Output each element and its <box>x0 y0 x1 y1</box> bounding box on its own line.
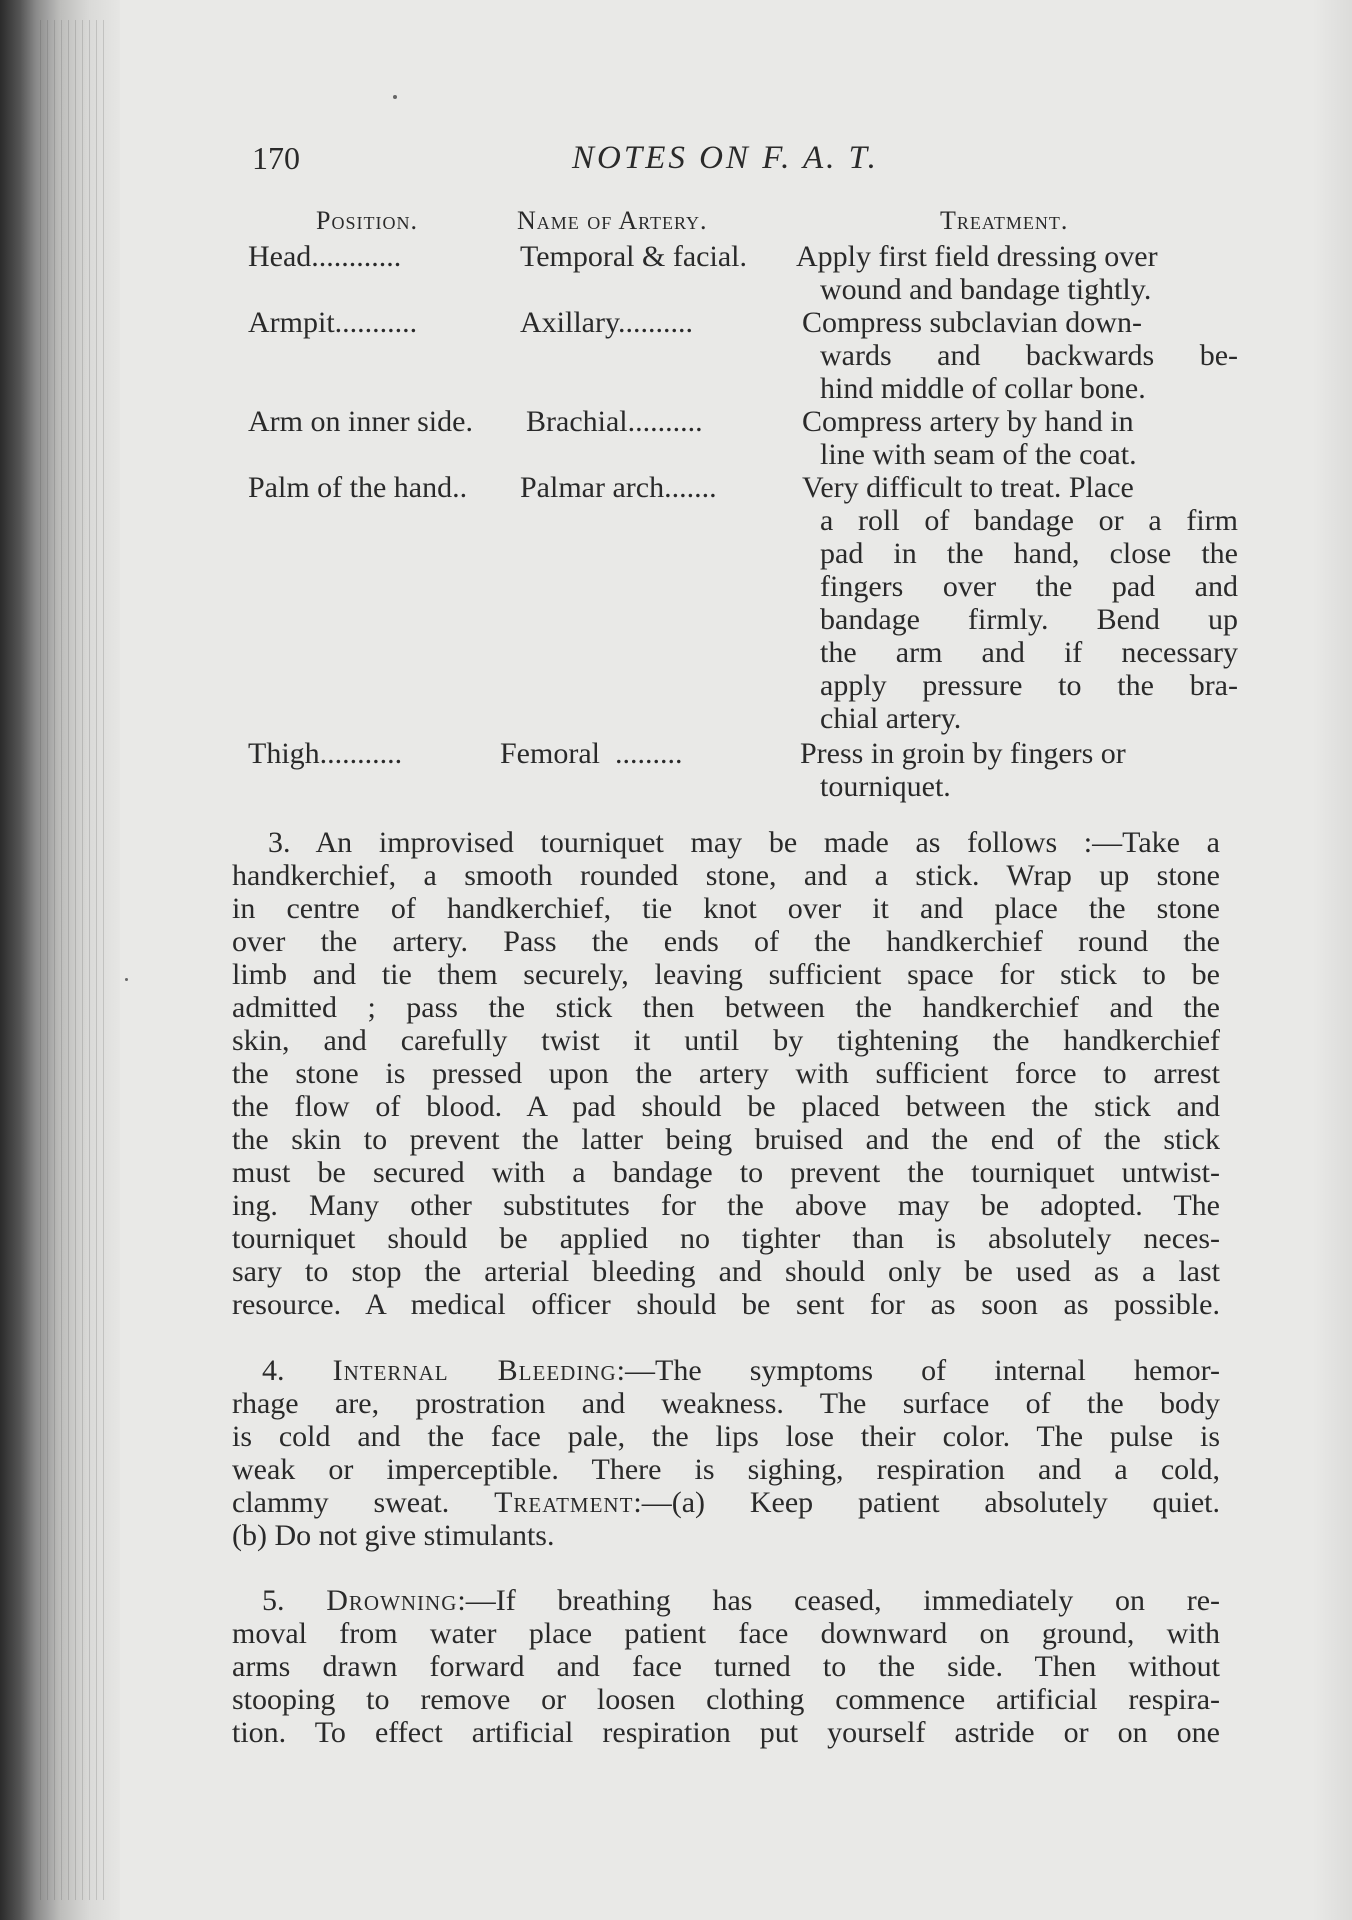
artery-cell: Brachial.......... <box>526 405 703 438</box>
treatment-continuation <box>820 339 1238 405</box>
position-cell: Arm on inner side. <box>248 405 473 438</box>
position-cell: Palm of the hand.. <box>248 471 468 504</box>
treatment-cell: Very difficult to treat. Place <box>802 471 1134 504</box>
paragraph-line: the stone is pressed upon the artery with sufficient force to arrest <box>232 1057 1220 1090</box>
paragraph-line <box>232 1486 1220 1519</box>
treatment-line: wards and backwards be- <box>820 339 1238 372</box>
paragraph-text: :—If breathing has ceased, immediately on re- <box>457 1584 1221 1617</box>
paragraph-internal-bleeding <box>232 1354 1220 1552</box>
treatment-line: pad in the hand, close the <box>820 537 1238 570</box>
paragraph-text: :—The symptoms of internal hemor- <box>616 1354 1220 1387</box>
paragraph-line <box>232 1584 1220 1617</box>
treatment-line: line with seam of the coat. <box>820 438 1137 471</box>
paragraph-line: arms drawn forward and face turned to the side. Then without <box>232 1650 1220 1683</box>
paragraph-line: stooping to remove or loosen clothing commence artificial respira- <box>232 1683 1220 1716</box>
paragraph-line: (b) Do not give stimulants. <box>232 1519 555 1552</box>
artery-cell: Axillary.......... <box>520 306 694 339</box>
treatment-line: bandage firmly. Bend up <box>820 603 1238 636</box>
treatment-line: apply pressure to the bra- <box>820 669 1238 702</box>
paragraph-line: admitted ; pass the stick then between the handkerchief and the <box>232 991 1220 1024</box>
artery-cell: Palmar arch....... <box>520 471 717 504</box>
paragraph-number: 5. <box>262 1584 285 1617</box>
paragraph-tourniquet <box>232 826 1220 1321</box>
treatment-line: the arm and if necessary <box>820 636 1238 669</box>
treatment-line: chial artery. <box>820 702 962 735</box>
paragraph-line: moval from water place patient face downward on ground, with <box>232 1617 1220 1650</box>
treatment-continuation <box>820 438 1238 471</box>
artery-cell: Temporal & facial. <box>520 240 747 273</box>
treatment-continuation <box>820 273 1238 306</box>
treatment-continuation <box>820 770 1238 803</box>
treatment-cell: Apply first field dressing over <box>796 240 1158 273</box>
paragraph-line: tion. To effect artificial respiration put yourself astride or on one <box>232 1716 1220 1749</box>
paragraph-line: in centre of handkerchief, tie knot over it and place the stone <box>232 892 1220 925</box>
paragraph-line: the flow of blood. A pad should be placed between the stick and <box>232 1090 1220 1123</box>
paragraph-line: is cold and the face pale, the lips lose their color. The pulse is <box>232 1420 1220 1453</box>
running-head: NOTES ON F. A. T. <box>572 140 879 176</box>
paragraph-line: ing. Many other substitutes for the above may be adopted. The <box>232 1189 1220 1222</box>
paragraph-text: :—(a) Keep patient absolutely quiet. <box>633 1486 1221 1519</box>
treatment-line: wound and bandage tightly. <box>820 273 1152 306</box>
treatment-line: fingers over the pad and <box>820 570 1238 603</box>
paragraph-text: clammy sweat. <box>232 1486 450 1519</box>
treatment-label: Treatment <box>494 1486 634 1519</box>
paragraph-line: over the artery. Pass the ends of the handkerchief round the <box>232 925 1220 958</box>
paragraph-line: 3. An improvised tourniquet may be made as follows :—Take a <box>268 826 1220 859</box>
position-cell: Thigh........... <box>248 737 403 770</box>
paragraph-line: limb and tie them securely, leaving sufficient space for stick to be <box>232 958 1220 991</box>
paragraph-line: skin, and carefully twist it until by tightening the handkerchief <box>232 1024 1220 1057</box>
section-heading: Internal Bleeding <box>332 1354 617 1387</box>
paragraph-drowning <box>232 1584 1220 1749</box>
paragraph-line: handkerchief, a smooth rounded stone, and a stick. Wrap up stone <box>232 859 1220 892</box>
paragraph-line: rhage are, prostration and weakness. The surface of the body <box>232 1387 1220 1420</box>
paragraph-line: must be secured with a bandage to prevent the tourniquet untwist- <box>232 1156 1220 1189</box>
position-cell: Head............ <box>248 240 402 273</box>
column-header-position: Position. <box>316 206 418 235</box>
column-header-treatment: Treatment. <box>940 206 1069 235</box>
paragraph-line: weak or imperceptible. There is sighing, respiration and a cold, <box>232 1453 1220 1486</box>
paragraph-line: the skin to prevent the latter being bruised and the end of the stick <box>232 1123 1220 1156</box>
section-heading: Drowning <box>326 1584 458 1617</box>
paragraph-number: 4. <box>262 1354 285 1387</box>
treatment-line: tourniquet. <box>820 770 951 803</box>
treatment-line: a roll of bandage or a firm <box>820 504 1238 537</box>
paragraph-line <box>232 1354 1220 1387</box>
page-number: 170 <box>252 140 300 176</box>
treatment-continuation <box>820 504 1238 735</box>
page-header <box>252 140 1232 190</box>
treatment-cell: Press in groin by fingers or <box>800 737 1126 770</box>
position-cell: Armpit........... <box>248 306 418 339</box>
treatment-cell: Compress artery by hand in <box>802 405 1134 438</box>
artery-cell: Femoral ......... <box>500 737 683 770</box>
treatment-line: hind middle of collar bone. <box>820 372 1146 405</box>
treatment-cell: Compress subclavian down- <box>802 306 1142 339</box>
paragraph-line: resource. A medical officer should be sent for as soon as possible. <box>232 1288 1220 1321</box>
paragraph-line: sary to stop the arterial bleeding and should only be used as a last <box>232 1255 1220 1288</box>
paragraph-line: tourniquet should be applied no tighter than is absolutely neces- <box>232 1222 1220 1255</box>
column-header-artery: Name of Artery. <box>517 206 708 235</box>
